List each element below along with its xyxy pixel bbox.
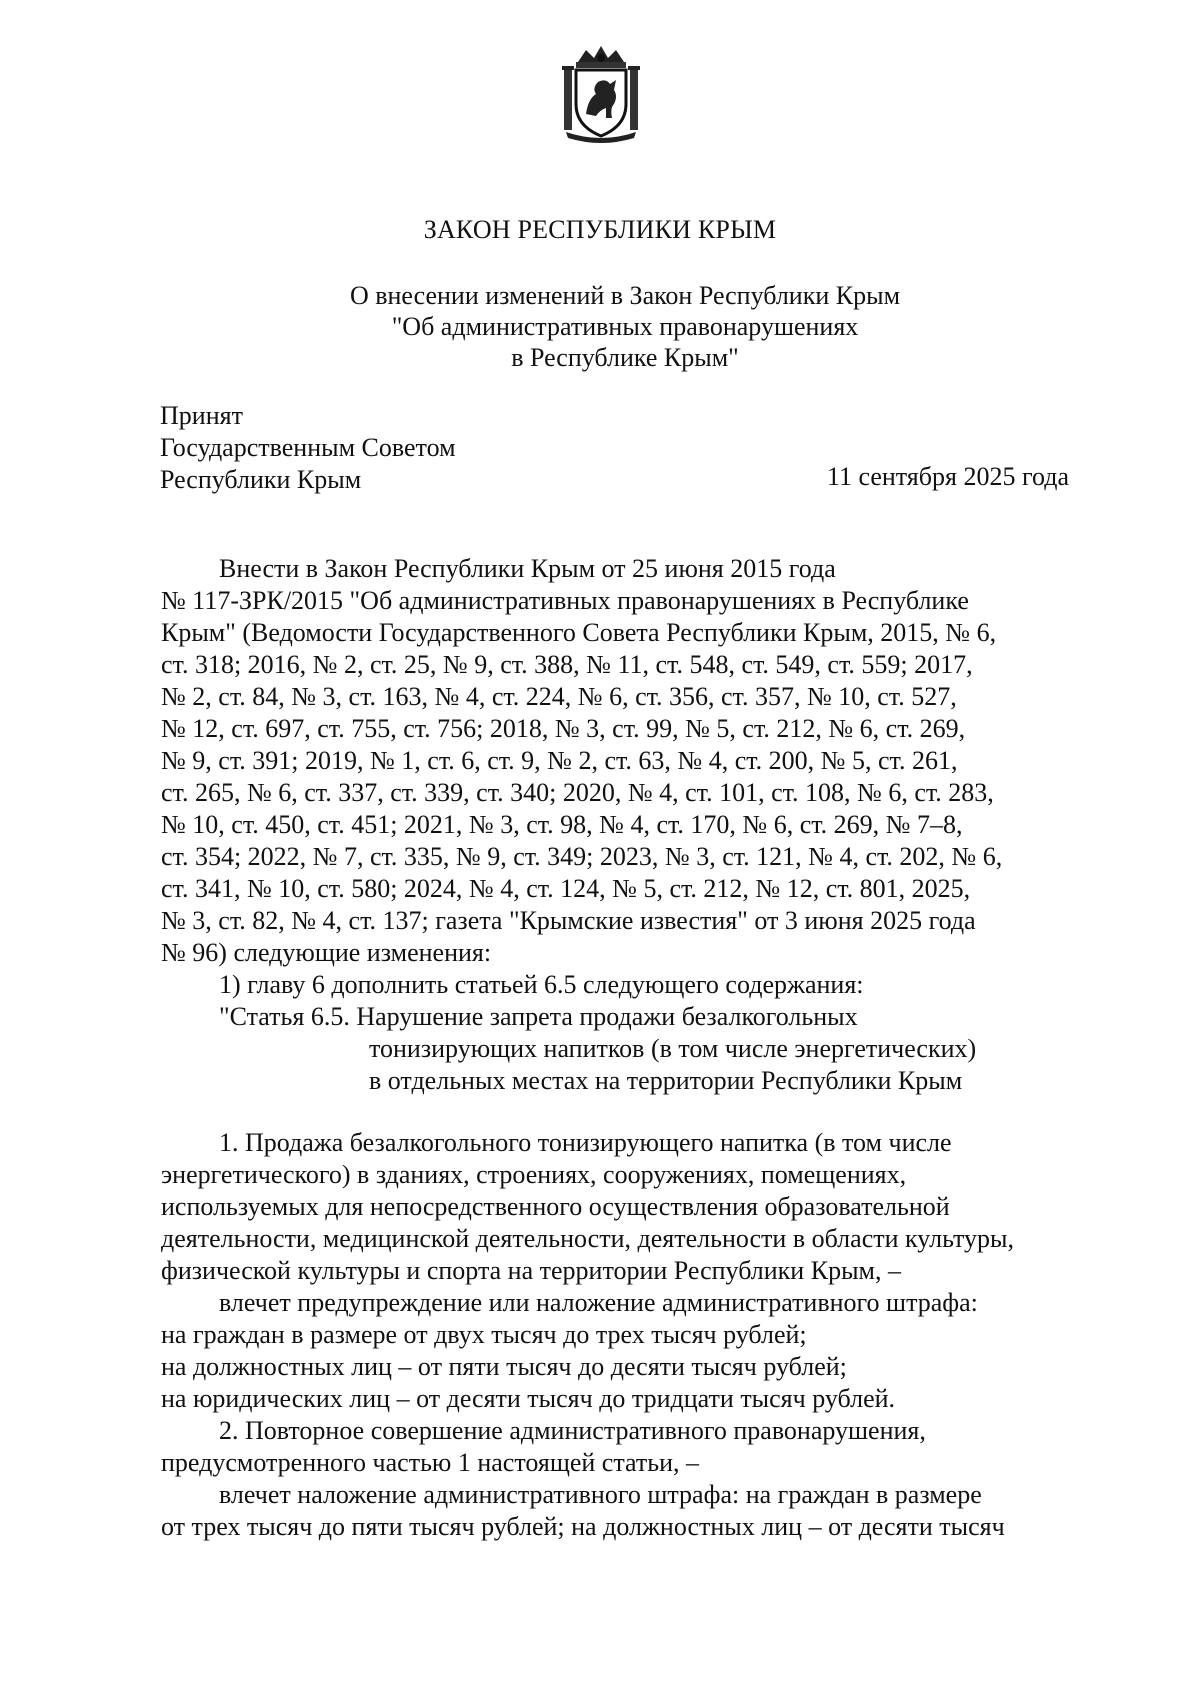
law-body bbox=[161, 553, 1089, 1543]
text-line: влечет наложение административного штрафа: на граждан в размере bbox=[219, 1480, 982, 1509]
text-line: № 96) следующие изменения: bbox=[161, 938, 492, 967]
text-line: предусмотренного частью 1 настоящей статьи, – bbox=[161, 1448, 700, 1477]
subtitle-line: О внесении изменений в Закон Республики Крым bbox=[349, 281, 901, 310]
text-line: используемых для непосредственного осуществления образовательной bbox=[161, 1192, 950, 1221]
law-subtitle bbox=[0, 280, 1200, 373]
text-line: Крым" (Ведомости Государственного Совета Республики Крым, 2015, № 6, bbox=[161, 618, 997, 647]
text-line: Внести в Закон Республики Крым от 25 июня 2015 года bbox=[219, 554, 836, 583]
article-heading-line: тонизирующих напитков (в том числе энергетических) bbox=[369, 1034, 977, 1063]
article-part-1 bbox=[161, 1127, 1089, 1287]
article-heading-line: в отдельных местах на территории Республики Крым bbox=[369, 1066, 963, 1095]
adoption-line: Государственным Советом bbox=[160, 433, 456, 462]
text-line: № 2, ст. 84, № 3, ст. 163, № 4, ст. 224, № 6, ст. 356, ст. 357, № 10, ст. 527, bbox=[161, 682, 957, 711]
text-line: ст. 265, № 6, ст. 337, ст. 339, ст. 340; 2020, № 4, ст. 101, ст. 108, № 6, ст. 283, bbox=[161, 778, 994, 807]
crimea-coat-of-arms-icon bbox=[556, 44, 646, 144]
adoption-date: 11 сентября 2025 года bbox=[826, 462, 1069, 491]
sanction-part-1 bbox=[161, 1287, 1089, 1415]
text-line: № 3, ст. 82, № 4, ст. 137; газета "Крымские известия" от 3 июня 2025 года bbox=[161, 906, 976, 935]
text-line: на граждан в размере от двух тысяч до трех тысяч рублей; bbox=[161, 1320, 807, 1349]
text-line: на должностных лиц – от пяти тысяч до десяти тысяч рублей; bbox=[161, 1352, 847, 1381]
adoption-block bbox=[160, 400, 456, 496]
text-line: 1. Продажа безалкогольного тонизирующего напитка (в том числе bbox=[219, 1128, 952, 1157]
text-line: ст. 318; 2016, № 2, ст. 25, № 9, ст. 388, № 11, ст. 548, ст. 549, ст. 559; 2017, bbox=[161, 650, 973, 679]
subtitle-line: "Об административных правонарушениях bbox=[391, 312, 859, 341]
text-line: деятельности, медицинской деятельности, деятельности в области культуры, bbox=[161, 1224, 1014, 1253]
adoption-line: Республики Крым bbox=[160, 465, 362, 494]
article-heading bbox=[161, 1001, 1089, 1097]
text-line: 2. Повторное совершение административного правонарушения, bbox=[219, 1416, 926, 1445]
text-line: энергетического) в зданиях, строениях, сооружениях, помещениях, bbox=[161, 1160, 907, 1189]
text-line: влечет предупреждение или наложение административного штрафа: bbox=[219, 1288, 978, 1317]
text-line: на юридических лиц – от десяти тысяч до тридцати тысяч рублей. bbox=[161, 1384, 896, 1413]
amendment-item-1: 1) главу 6 дополнить статьей 6.5 следующего содержания: bbox=[219, 970, 864, 999]
text-line: ст. 354; 2022, № 7, ст. 335, № 9, ст. 349; 2023, № 3, ст. 121, № 4, ст. 202, № 6, bbox=[161, 842, 1003, 871]
text-line: от трех тысяч до пяти тысяч рублей; на должностных лиц – от десяти тысяч bbox=[161, 1512, 1005, 1541]
text-line: № 9, ст. 391; 2019, № 1, ст. 6, ст. 9, № 2, ст. 63, № 4, ст. 200, № 5, ст. 261, bbox=[161, 746, 958, 775]
text-line: физической культуры и спорта на территории Республики Крым, – bbox=[161, 1256, 901, 1285]
text-line: № 117-ЗРК/2015 "Об административных правонарушениях в Республике bbox=[161, 586, 969, 615]
sanction-part-2 bbox=[161, 1479, 1089, 1543]
article-part-2 bbox=[161, 1415, 1089, 1479]
law-title: ЗАКОН РЕСПУБЛИКИ КРЫМ bbox=[423, 215, 777, 244]
article-heading-line: "Статья 6.5. Нарушение запрета продажи безалкогольных bbox=[219, 1002, 858, 1031]
subtitle-line: в Республике Крым" bbox=[511, 343, 739, 372]
adoption-line: Принят bbox=[160, 401, 243, 430]
intro-paragraph bbox=[161, 553, 1089, 969]
text-line: № 10, ст. 450, ст. 451; 2021, № 3, ст. 98, № 4, ст. 170, № 6, ст. 269, № 7–8, bbox=[161, 810, 963, 839]
text-line: № 12, ст. 697, ст. 755, ст. 756; 2018, № 3, ст. 99, № 5, ст. 212, № 6, ст. 269, bbox=[161, 714, 966, 743]
text-line: ст. 341, № 10, ст. 580; 2024, № 4, ст. 124, № 5, ст. 212, № 12, ст. 801, 2025, bbox=[161, 874, 971, 903]
